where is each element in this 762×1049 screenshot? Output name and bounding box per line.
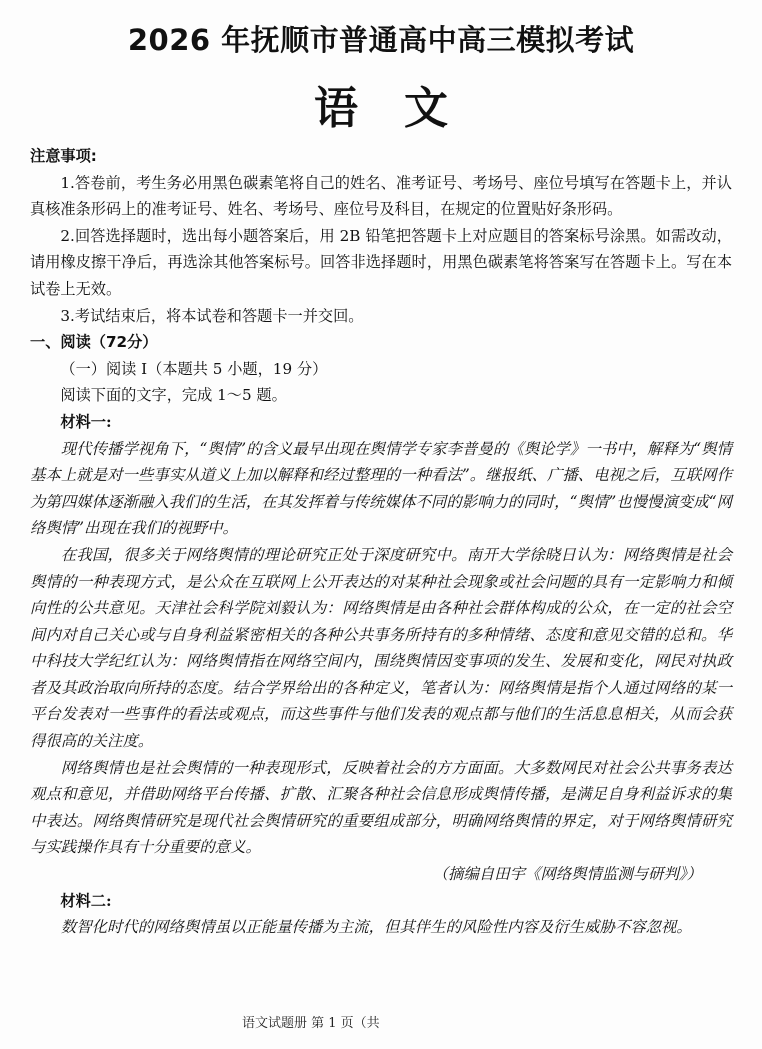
material-one-source: （摘编自田宇《网络舆情监测与研判》） [432,865,702,884]
notice-item-2: 2.回答选择题时，选出每小题答案后，用 2B 铅笔把答题卡上对应题目的答案标号涂黑。如需改动，请用橡皮擦干净后，再选涂其他答案标号。回答非选择题时，用黑色碳素笔将答案写在答题卡上。写在本试卷上无效。 [30,226,732,298]
notice-item-1: 1.答卷前，考生务必用黑色碳素笔将自己的姓名、准考证号、考场号、座位号填写在答题卡上，并认真核准条形码上的准考证号、姓名、考场号、座位号及科目，在规定的位置贴好条形码。 [30,173,732,219]
footer-cutoff [380,1008,440,1034]
section-instruction: 阅读下面的文字，完成 1～5 题。 [60,386,287,405]
exam-content [30,143,732,941]
material-one-paragraph: 网络舆情也是社会舆情的一种表现形式，反映着社会的方方面面。大多数网民对社会公共事务表达观点和意见，并借助网络平台传播、扩散、汇聚各种社会信息形成舆情传播，是满足自身利益诉求的集中表达。网络舆情研究是现代社会舆情研究的重要组成部分，明确网络舆情的界定，对于网络舆情研究与实践操作具有十分重要的意义。 [30,758,732,857]
section-sub-heading: （一）阅读 I（本题共 5 小题，19 分） [60,359,328,378]
material-one-paragraph: 在我国，很多关于网络舆情的理论研究正处于深度研究中。南开大学徐晓日认为：网络舆情是社会舆情的一种表现方式，是公众在互联网上公开表达的对某种社会现象或社会问题的具有一定影响力和倾向性的公共意见。天津社会科学院刘毅认为：网络舆情是由各种社会群体构成的公众，在一定的社会空间内对自己关心或与自身利益紧密相关的各种公共事务所持有的多种情绪、态度和意见交错的总和。华中科技大学纪红认为：网络舆情指在网络空间内，围绕舆情因变事项的发生、发展和变化，网民对执政者及其政治取向所持的态度。结合学界给出的各种定义，笔者认为：网络舆情是指个人通过网络的某一平台发表对一些事件的看法或观点，而这些事件与他们发表的观点都与他们的生活息息相关，从而会获得很高的关注度。 [30,545,732,751]
notice-heading: 注意事项: [30,147,97,165]
subject-title: 语文 [314,83,494,134]
material-one-label: 材料一: [60,412,112,431]
section-heading: 一、阅读（72分） [30,333,158,352]
notice-item-3: 3.考试结束后，将本试卷和答题卡一并交回。 [60,306,364,325]
exam-title: 2026 年抚顺市普通高中高三模拟考试 [127,23,635,57]
material-two-label: 材料二: [60,891,112,910]
material-one-paragraph: 现代传播学视角下，“舆情”的含义最早出现在舆情学专家李普曼的《舆论学》一书中，解释为“舆情基本上就是对一些事实从道义上加以解释和经过整理的一种看法”。继报纸、广播、电视之后，互联网作为第四媒体逐渐融入我们的生活，在其发挥着与传统媒体不同的影响力的同时，“舆情”也慢慢演变成“网络舆情”出现在我们的视野中。 [30,439,732,538]
material-two-paragraph: 数智化时代的网络舆情虽以正能量传播为主流，但其伴生的风险性内容及衍生威胁不容忽视。 [60,918,692,937]
page-footer: 语文试题册 第 1 页（共 [242,1016,380,1031]
